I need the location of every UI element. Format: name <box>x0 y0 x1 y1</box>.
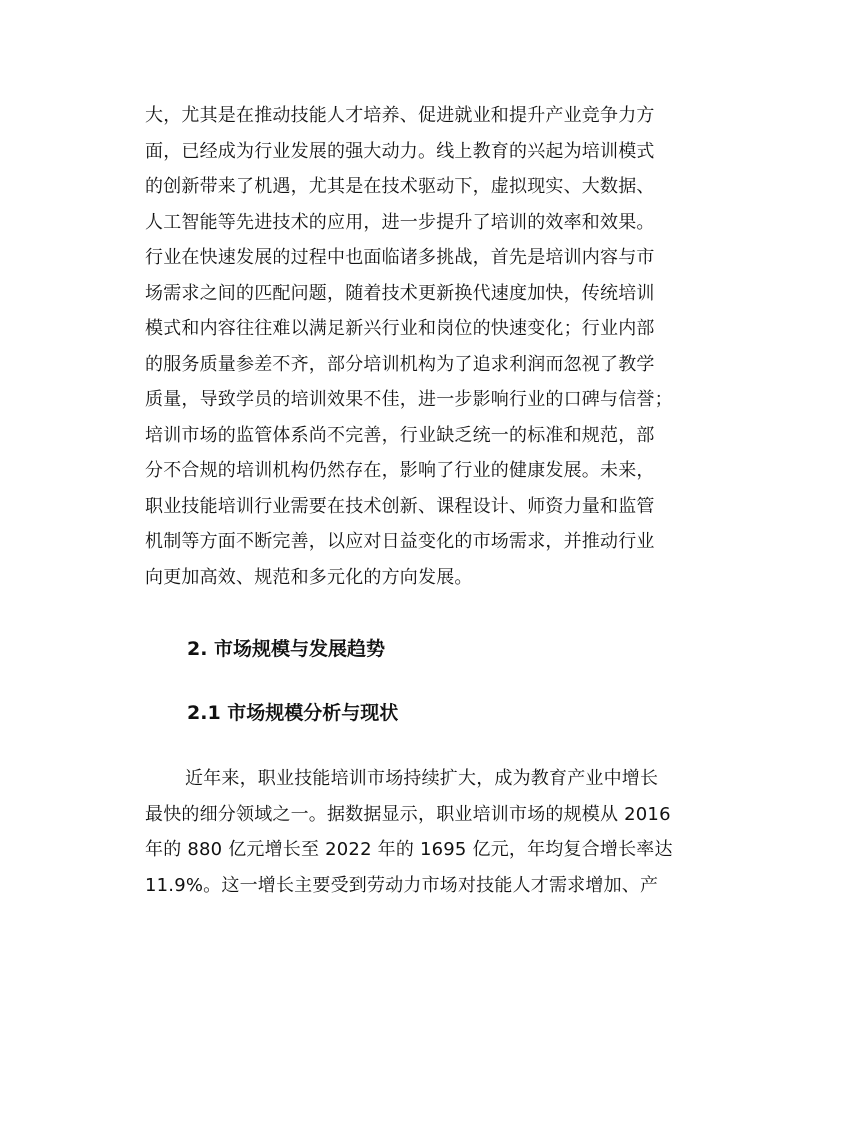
document-body <box>145 98 701 903</box>
section-heading: 2. 市场规模与发展趋势 <box>187 638 386 660</box>
body-paragraph <box>145 761 701 903</box>
paragraph-line: 的创新带来了机遇，尤其是在技术驱动下，虚拟现实、大数据、 <box>145 176 655 197</box>
paragraph-line: 向更加高效、规范和多元化的方向发展。 <box>145 566 473 588</box>
paragraph-line: 分不合规的培训机构仍然存在，影响了行业的健康发展。未来， <box>145 460 655 481</box>
paragraph-line: 大，尤其是在推动技能人才培养、促进就业和提升产业竞争力方 <box>145 105 655 126</box>
paragraph-line: 行业在快速发展的过程中也面临诸多挑战，首先是培训内容与市 <box>145 247 655 268</box>
paragraph-line: 场需求之间的匹配问题，随着技术更新换代速度加快，传统培训 <box>145 282 655 304</box>
paragraph-line: 年的 880 亿元增长至 2022 年的 1695 亿元，年均复合增长率达 <box>145 839 673 860</box>
subsection-heading: 2.1 市场规模分析与现状 <box>187 702 399 724</box>
paragraph-line: 职业技能培训行业需要在技术创新、课程设计、师资力量和监管 <box>145 495 655 517</box>
paragraph-line: 质量，导致学员的培训效果不佳，进一步影响行业的口碑与信誉； <box>145 389 673 410</box>
paragraph-line: 面，已经成为行业发展的强大动力。线上教育的兴起为培训模式 <box>145 140 655 162</box>
paragraph-line: 机制等方面不断完善，以应对日益变化的市场需求，并推动行业 <box>145 531 655 552</box>
paragraph-line: 培训市场的监管体系尚不完善，行业缺乏统一的标准和规范，部 <box>145 424 655 446</box>
paragraph-line: 模式和内容往往难以满足新兴行业和岗位的快速变化；行业内部 <box>145 318 655 339</box>
paragraph-line: 最快的细分领域之一。据数据显示，职业培训市场的规模从 2016 <box>145 803 671 825</box>
paragraph-line: 近年来，职业技能培训市场持续扩大，成为教育产业中增长 <box>185 768 659 789</box>
body-paragraph <box>145 98 701 595</box>
paragraph-line: 人工智能等先进技术的应用，进一步提升了培训的效率和效果。 <box>145 211 655 233</box>
paragraph-line: 11.9%。这一增长主要受到劳动力市场对技能人才需求增加、产 <box>145 874 659 896</box>
paragraph-line: 的服务质量参差不齐，部分培训机构为了追求利润而忽视了教学 <box>145 353 655 375</box>
